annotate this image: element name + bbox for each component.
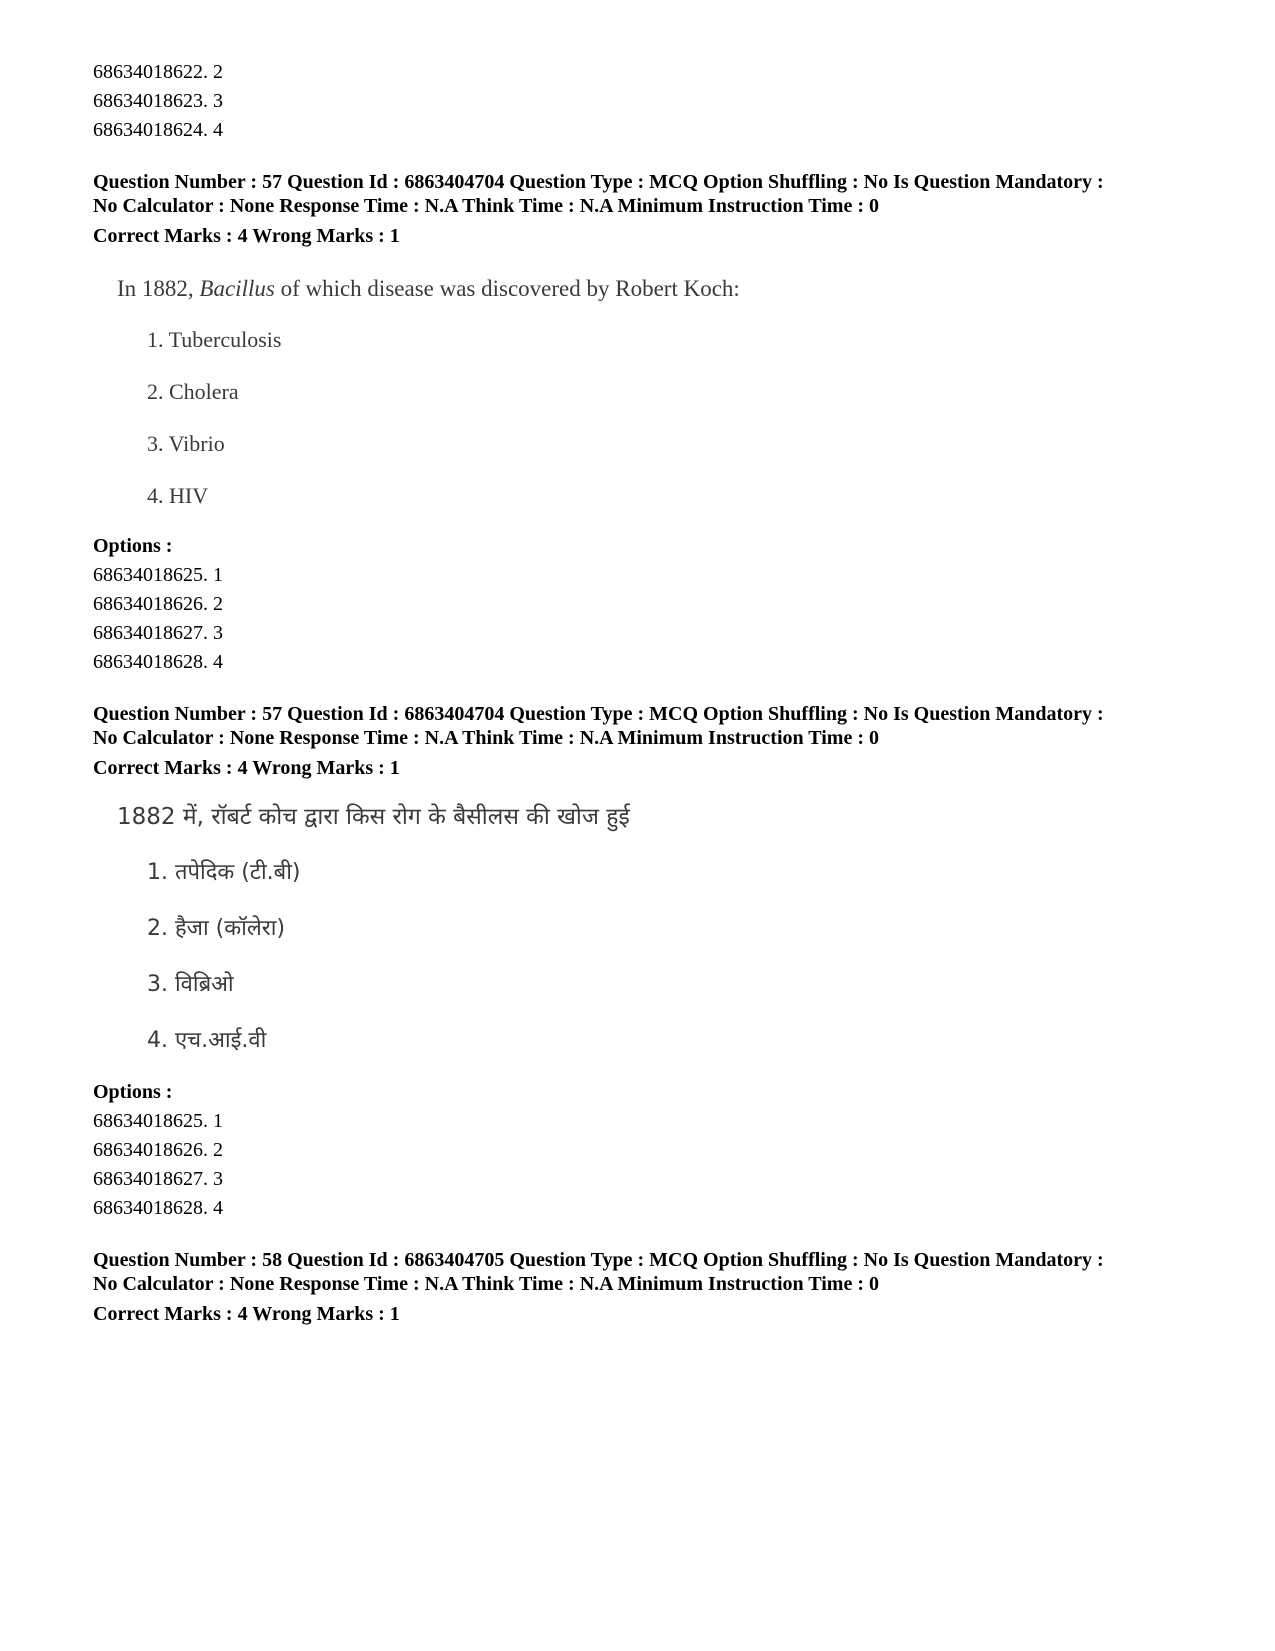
option-line: 68634018628. 4 — [93, 651, 223, 673]
question-stem — [117, 274, 1213, 304]
marks-line: Correct Marks : 4 Wrong Marks : 1 — [93, 225, 400, 247]
choice-item: 2. हैजा (कॉलेरा) — [147, 916, 286, 941]
question-header-line-1: Question Number : 57 Question Id : 6863404704 Question Type : MCQ Option Shuffling : No Is Question Mandatory : — [93, 703, 1104, 725]
choice-item: 3. विब्रिओ — [147, 972, 234, 997]
question-header — [93, 702, 1213, 750]
document-page — [93, 58, 1213, 1328]
question-header — [93, 1248, 1213, 1296]
option-line: 68634018622. 2 — [93, 61, 223, 83]
question-content — [117, 274, 1213, 512]
question-header-line-2: No Calculator : None Response Time : N.A Think Time : N.A Minimum Instruction Time : 0 — [93, 1273, 879, 1295]
question-header-line-1: Question Number : 57 Question Id : 6863404704 Question Type : MCQ Option Shuffling : No Is Question Mandatory : — [93, 171, 1104, 193]
option-line: 68634018624. 4 — [93, 119, 223, 141]
option-line: 68634018627. 3 — [93, 622, 223, 644]
choice-item: 1. Tuberculosis — [147, 327, 282, 352]
option-line: 68634018627. 3 — [93, 1168, 223, 1190]
question-header-line-2: No Calculator : None Response Time : N.A Think Time : N.A Minimum Instruction Time : 0 — [93, 727, 879, 749]
options-label: Options : — [93, 1081, 173, 1103]
option-line: 68634018628. 4 — [93, 1197, 223, 1219]
stem-text-pre: In 1882, — [117, 276, 200, 301]
choice-item: 4. HIV — [147, 483, 209, 508]
option-line: 68634018626. 2 — [93, 1139, 223, 1161]
question-stem: 1882 में, रॉबर्ट कोच द्वारा किस रोग के बैसीलस की खोज हुई — [117, 804, 630, 830]
question-header-line-2: No Calculator : None Response Time : N.A Think Time : N.A Minimum Instruction Time : 0 — [93, 195, 879, 217]
question-block-57-hindi — [93, 702, 1213, 1223]
marks-line: Correct Marks : 4 Wrong Marks : 1 — [93, 757, 400, 779]
choice-item: 2. Cholera — [147, 379, 239, 404]
marks-line: Correct Marks : 4 Wrong Marks : 1 — [93, 1303, 400, 1325]
question-content — [117, 800, 1213, 1058]
choice-item: 4. एच.आई.वी — [147, 1028, 267, 1053]
option-line: 68634018625. 1 — [93, 1110, 223, 1132]
question-block-57-english — [93, 170, 1213, 677]
option-line: 68634018623. 3 — [93, 90, 223, 112]
choice-item: 3. Vibrio — [147, 431, 225, 456]
option-line: 68634018626. 2 — [93, 593, 223, 615]
option-line: 68634018625. 1 — [93, 564, 223, 586]
question-block-58 — [93, 1248, 1213, 1328]
question-header-line-1: Question Number : 58 Question Id : 6863404705 Question Type : MCQ Option Shuffling : No Is Question Mandatory : — [93, 1249, 1104, 1271]
stem-text-italic: Bacillus — [199, 276, 275, 301]
question-header — [93, 170, 1213, 218]
choice-item: 1. तपेदिक (टी.बी) — [147, 860, 301, 885]
options-label: Options : — [93, 535, 173, 557]
stem-text-post: of which disease was discovered by Robert Koch: — [274, 276, 740, 301]
previous-options-list — [93, 58, 1213, 145]
